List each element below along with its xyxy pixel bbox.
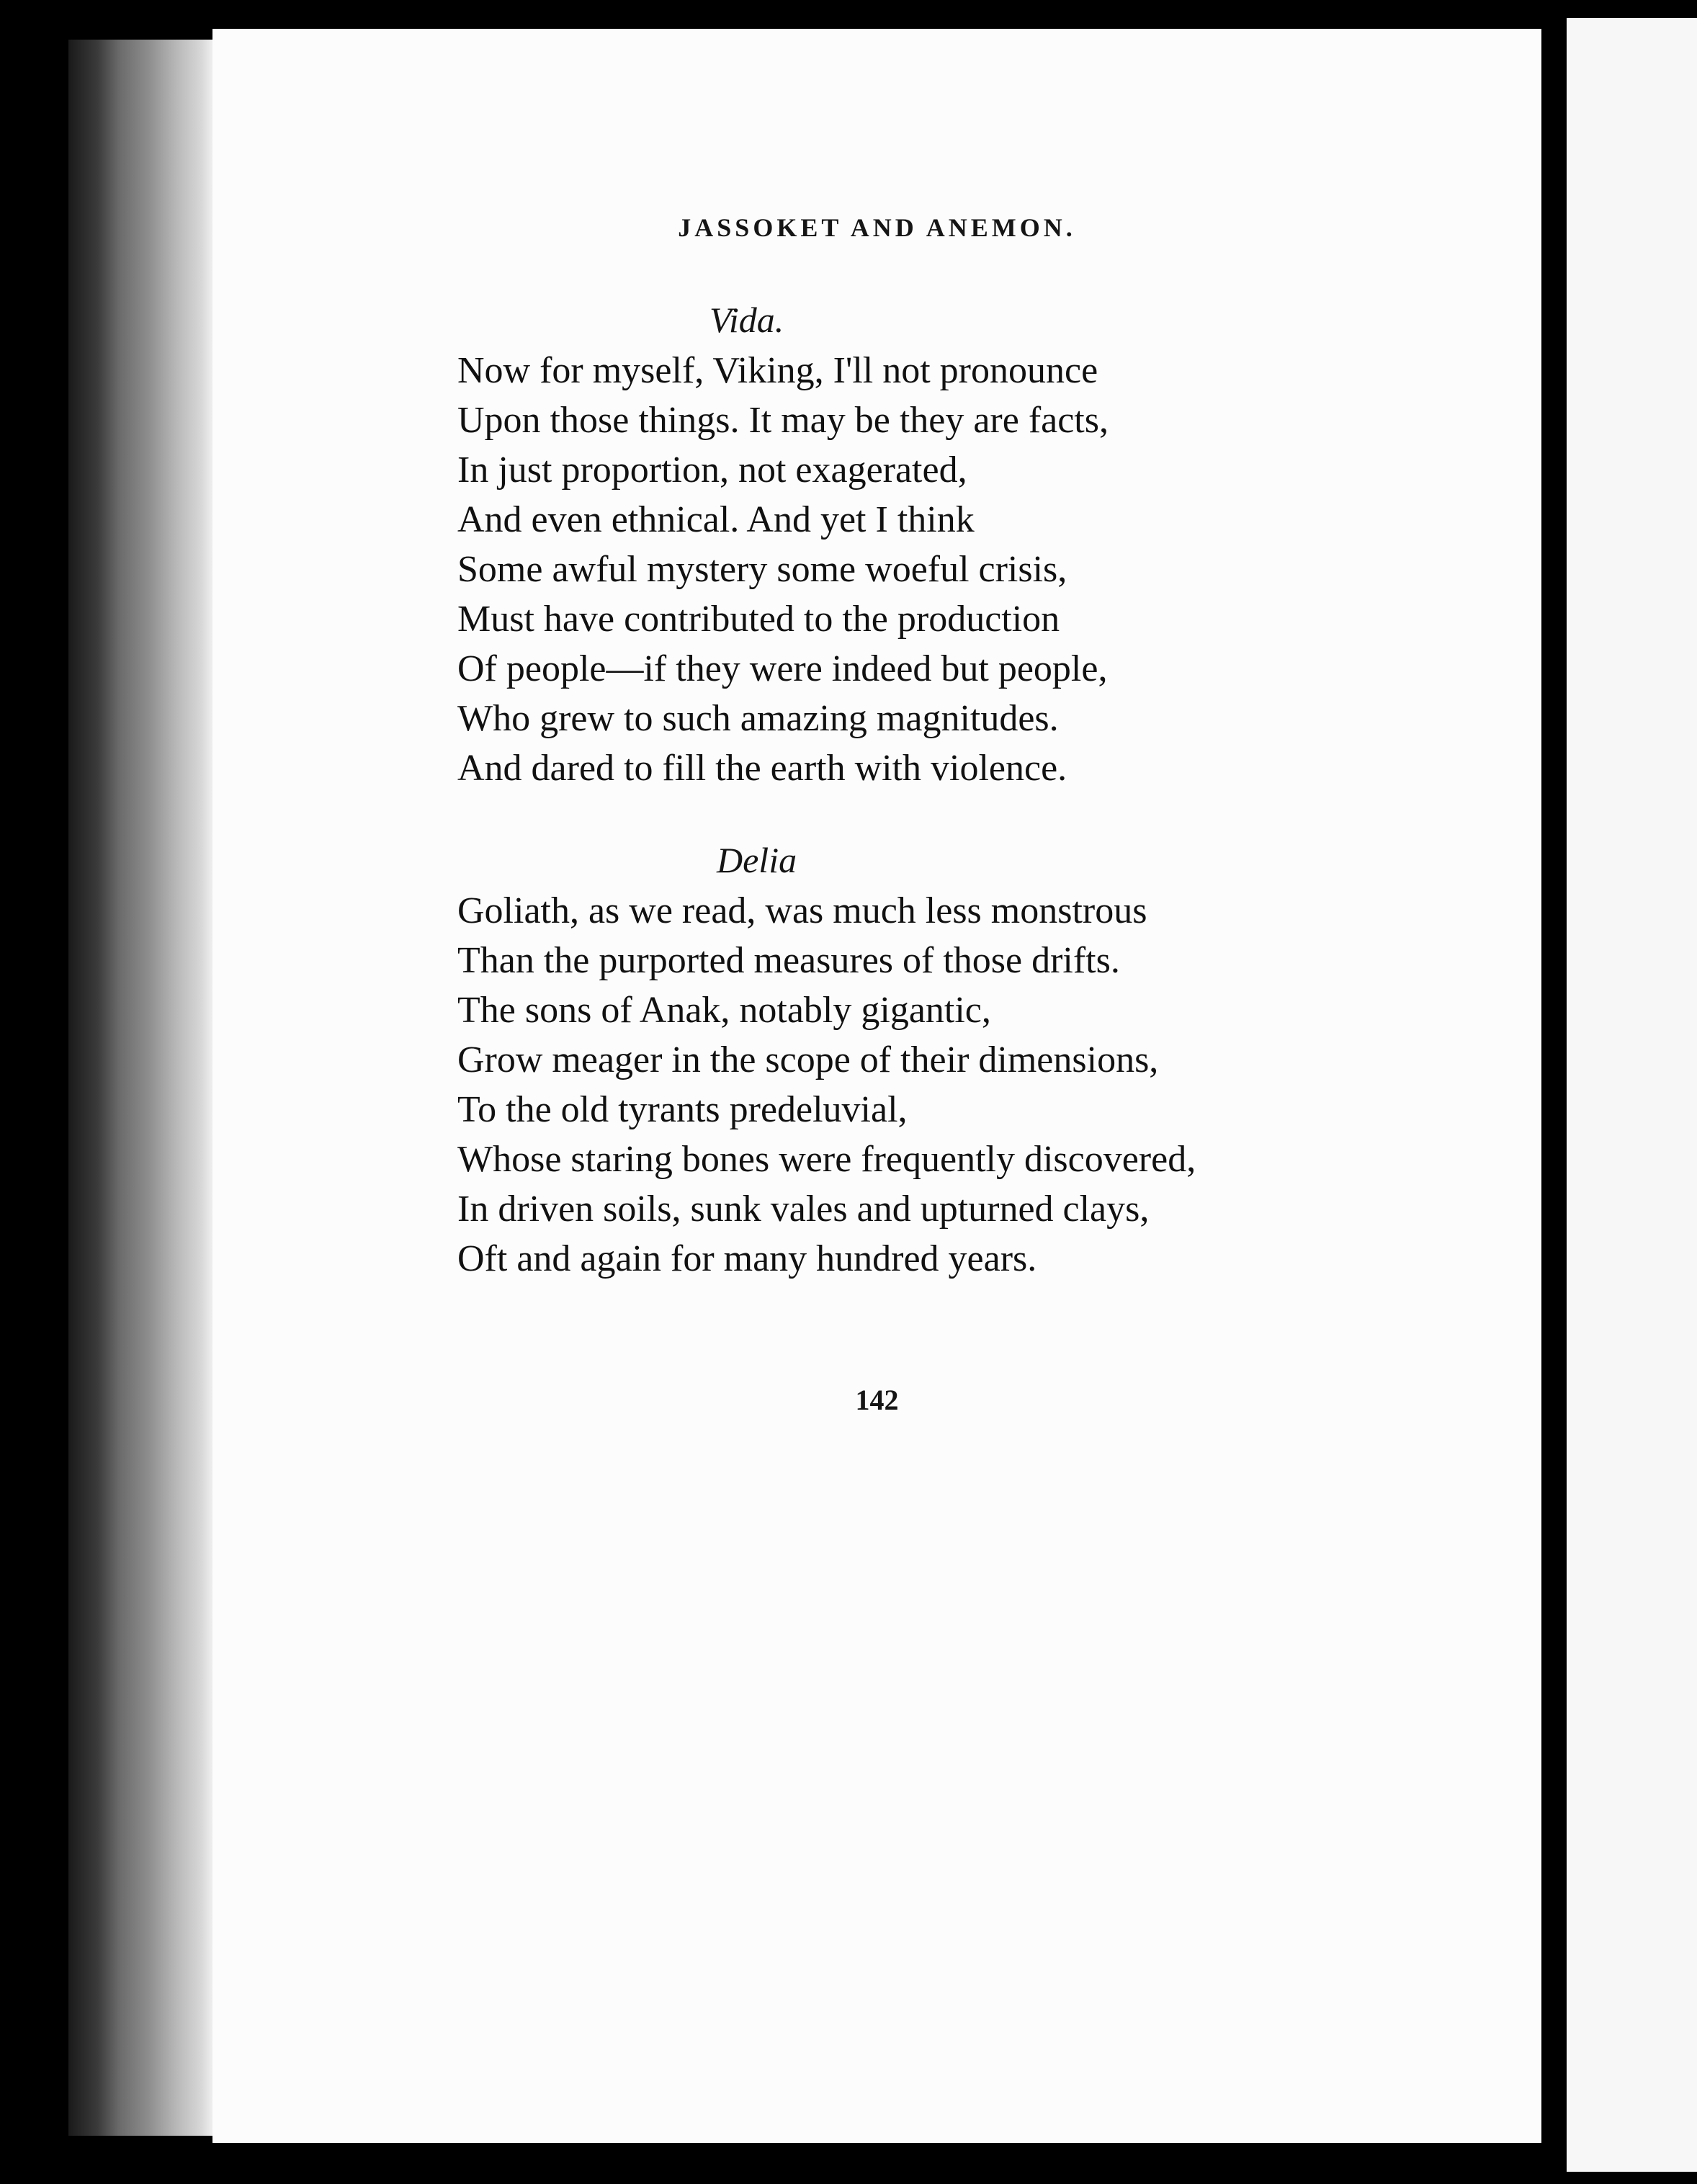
verse-line: Grow meager in the scope of their dimensions, <box>457 1039 1159 1080</box>
facing-page-edge <box>1567 18 1697 2172</box>
verse-line: The sons of Anak, notably gigantic, <box>457 990 991 1031</box>
verse-line: Than the purported measures of those drifts. <box>457 940 1120 981</box>
verse-line: Of people—if they were indeed but people, <box>457 648 1108 689</box>
verse-line: Who grew to such amazing magnitudes. <box>457 698 1059 739</box>
verse-line: Upon those things. It may be they are facts, <box>457 400 1109 441</box>
verse-line: And dared to fill the earth with violence. <box>457 748 1067 789</box>
page-edge-binding <box>68 40 212 2136</box>
verse-line: Oft and again for many hundred years. <box>457 1238 1037 1279</box>
stanza-delia <box>457 886 1196 1284</box>
verse-line: To the old tyrants predeluvial, <box>457 1089 908 1130</box>
speaker-name-vida: Vida. <box>709 300 784 340</box>
verse-line: In just proportion, not exagerated, <box>457 449 967 491</box>
verse-line: Now for myself, Viking, I'll not pronounce <box>457 350 1098 391</box>
verse-line: Must have contributed to the production <box>457 599 1060 640</box>
verse-line: And even ethnical. And yet I think <box>457 499 975 540</box>
book-page <box>212 29 1541 2143</box>
verse-line: Goliath, as we read, was much less monstrous <box>457 890 1147 931</box>
verse-line: Whose staring bones were frequently discovered, <box>457 1139 1196 1180</box>
stanza-vida <box>457 346 1109 793</box>
running-head: JASSOKET AND ANEMON. <box>678 213 1076 242</box>
speaker-name-delia: Delia <box>717 840 797 880</box>
verse-line: In driven soils, sunk vales and upturned clays, <box>457 1189 1150 1230</box>
verse-line: Some awful mystery some woeful crisis, <box>457 549 1067 590</box>
page-number: 142 <box>855 1384 899 1416</box>
